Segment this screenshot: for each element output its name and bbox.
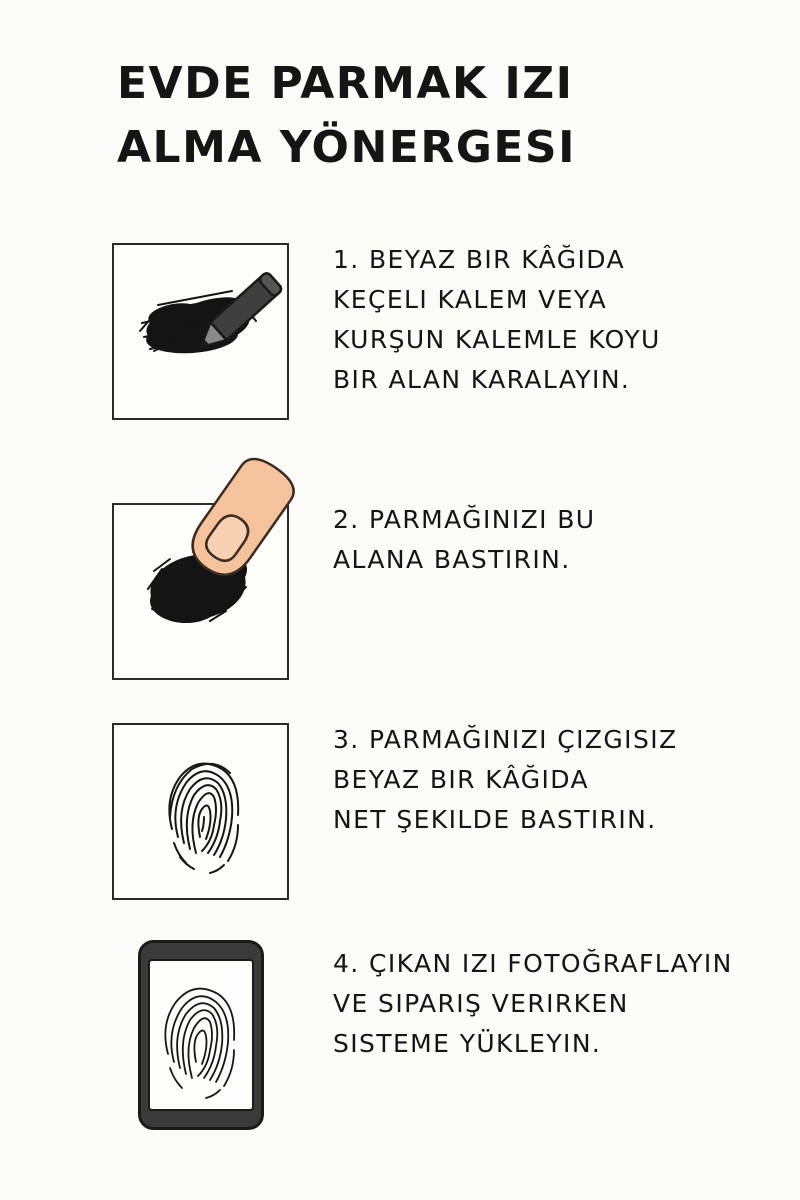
step-1-text — [333, 240, 783, 400]
step-4-line-3: SISTEME YÜKLEYIN. — [333, 1029, 602, 1058]
page-title-line-2: ALMA YÖNERGESI — [117, 122, 576, 173]
step-3-line-1: 3. PARMAĞINIZI ÇIZGISIZ — [333, 725, 678, 754]
pencil-scribble-icon — [114, 245, 291, 422]
step-1-illustration-frame — [112, 243, 289, 420]
finger-press-icon — [114, 505, 291, 682]
page-title — [117, 52, 737, 180]
step-3-text — [333, 720, 783, 840]
step-1-line-1: 1. BEYAZ BIR KÂĞIDA — [333, 245, 625, 274]
page-title-line-1: EVDE PARMAK IZI — [117, 58, 574, 109]
phone-fingerprint-icon — [138, 940, 264, 1130]
step-2-text — [333, 500, 783, 580]
step-1-line-3: KURŞUN KALEMLE KOYU — [333, 325, 661, 354]
step-4-text — [333, 944, 783, 1064]
step-3-line-3: NET ŞEKILDE BASTIRIN. — [333, 805, 657, 834]
step-2-illustration-frame — [112, 503, 289, 680]
step-3-illustration-frame — [112, 723, 289, 900]
step-2-line-2: ALANA BASTIRIN. — [333, 545, 571, 574]
step-2-line-1: 2. PARMAĞINIZI BU — [333, 505, 596, 534]
step-4-line-1: 4. ÇIKAN IZI FOTOĞRAFLAYIN — [333, 949, 733, 978]
step-3-line-2: BEYAZ BIR KÂĞIDA — [333, 765, 589, 794]
step-4-line-2: VE SIPARIŞ VERIRKEN — [333, 989, 629, 1018]
step-1-line-4: BIR ALAN KARALAYIN. — [333, 365, 631, 394]
step-1-line-2: KEÇELI KALEM VEYA — [333, 285, 608, 314]
step-4-illustration-phone — [138, 940, 264, 1130]
fingerprint-icon — [114, 725, 291, 902]
